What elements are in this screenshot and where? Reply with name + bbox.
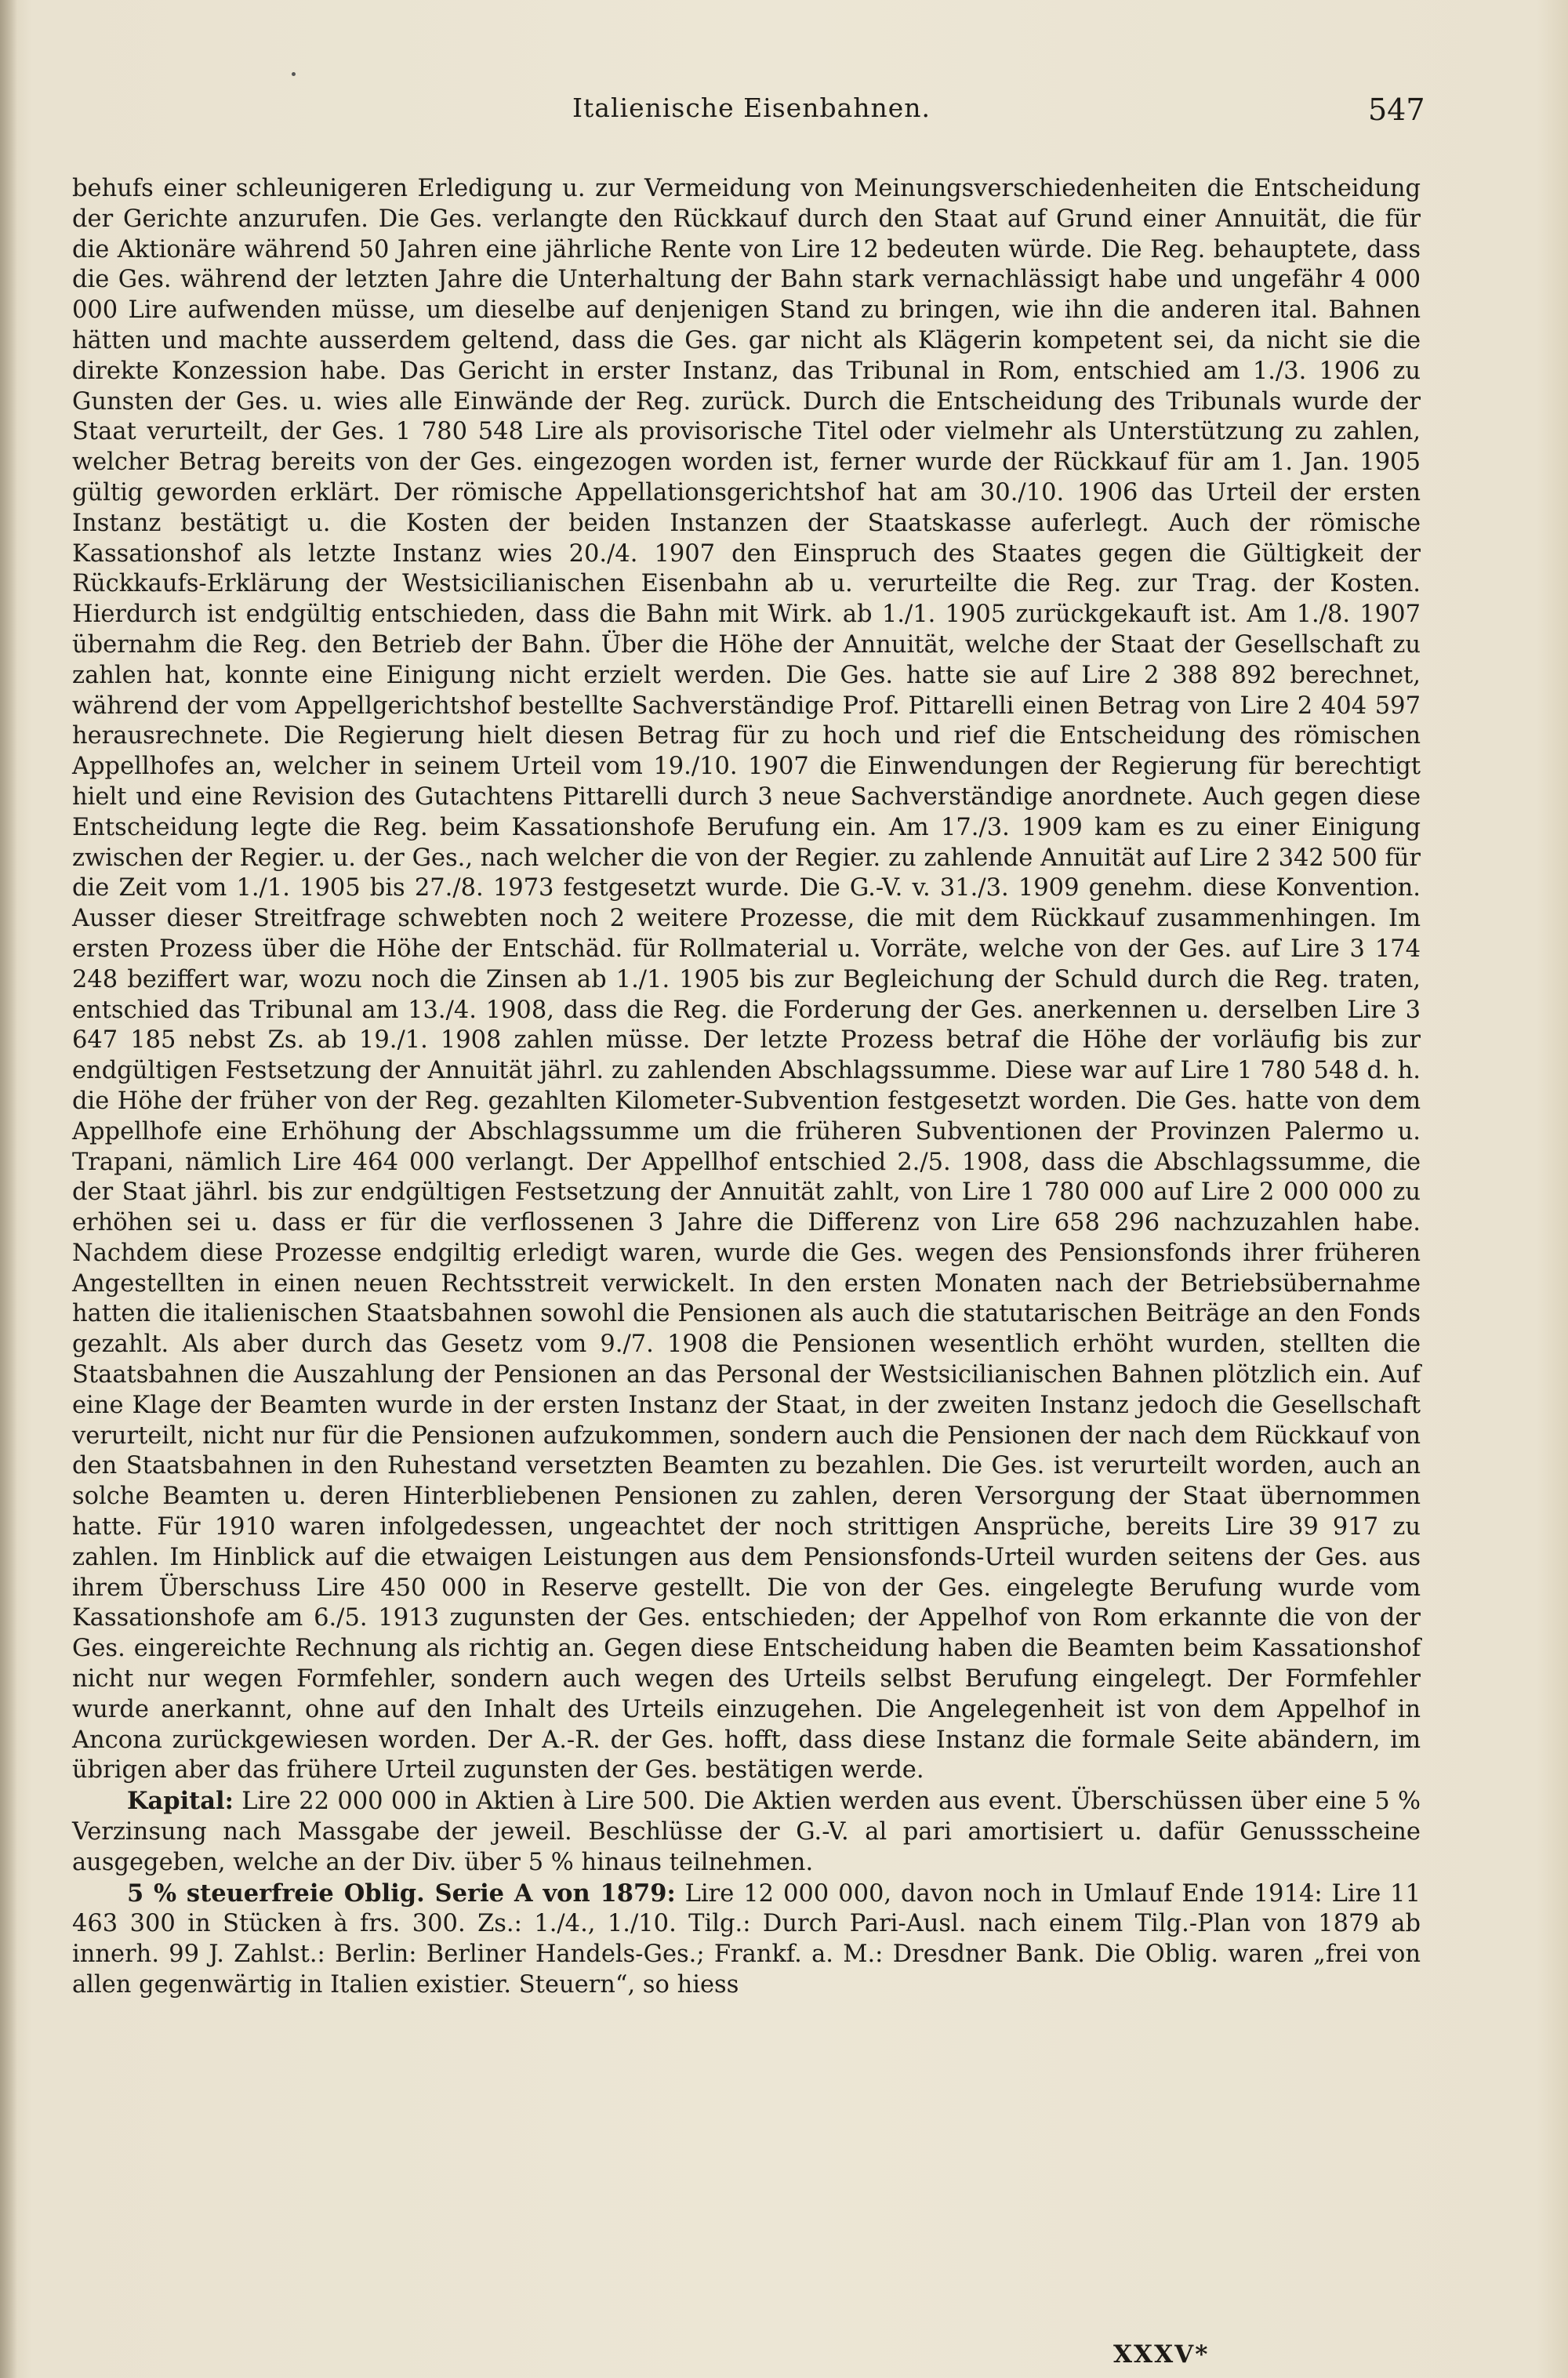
running-head [0,93,1568,132]
paragraph-obligationen [72,1879,1421,2001]
kapital-text: Lire 22 000 000 in Aktien à Lire 500. Die Aktien werden aus event. Überschüssen über eine 5 % Verzinsung nach Massgabe der jeweil. Beschlüsse der G.-V. al pari amortisiert u. dafür Genussscheine ausgegeben, welche an der Div. über 5 % hinaus teilnehmen. [72,1788,1421,1876]
oblig-text: Lire 12 000 000, davon noch in Umlauf Ende 1914: Lire 11 463 300 in Stücken à frs. 300. Zs.: 1./4., 1./10. Tilg.: Durch Pari-Ausl. nach einem Tilg.-Plan von 1879 ab innerh. 99 J. Zahlst.: Berlin: Berliner Handels-Ges.; Frankf. a. M.: Dresdner Bank. Die Oblig. waren „frei von allen gegenwärtig in Italien existier. Steuern“, so hiess [72,1879,1421,1999]
spine-shadow [0,0,17,2378]
ink-speck [292,72,296,76]
paragraph-litigation: behufs einer schleunigeren Erledigung u. zur Vermeidung von Meinungsverschiedenheiten die Entscheidung der Gerichte anzurufen. Die Ges. verlangte den Rückkauf durch den Staat auf Grund einer Annuität, die für die Aktionäre während 50 Jahren eine jährliche Rente von Lire 12 bedeuten würde. Die Reg. behauptete, dass die Ges. während der letzten Jahre die Unterhaltung der Bahn stark vernachlässigt habe und ungefähr 4 000 000 Lire aufwenden müsse, um dieselbe auf denjenigen Stand zu bringen, wie ihn die anderen ital. Bahnen hätten und machte ausserdem geltend, dass die Ges. gar nicht als Klägerin kompetent sei, da nicht sie die direkte Konzession habe. Das Gericht in erster Instanz, das Tribunal in Rom, entschied am 1./3. 1906 zu Gunsten der Ges. u. wies alle Einwände der Reg. zurück. Durch die Entscheidung des Tribunals wurde der Staat verurteilt, der Ges. 1 780 548 Lire als provisorische Titel oder vielmehr als Unterstützung zu zahlen, welcher Betrag bereits von der Ges. eingezogen worden ist, ferner wurde der Rückkauf für am 1. Jan. 1905 gültig geworden erklärt. Der römische Appellationsgerichtshof hat am 30./10. 1906 das Urteil der ersten Instanz bestätigt u. die Kosten der beiden Instanzen der Staatskasse auferlegt. Auch der römische Kassationshof als letzte Instanz wies 20./4. 1907 den Einspruch des Staates gegen die Gültigkeit der Rückkaufs-Erklärung der Westsicilianischen Eisenbahn ab u. verurteilte die Reg. zur Trag. der Kosten. Hierdurch ist endgültig entschieden, dass die Bahn mit Wirk. ab 1./1. 1905 zurückgekauft ist. Am 1./8. 1907 übernahm die Reg. den Betrieb der Bahn. Über die Höhe der Annuität, welche der Staat der Gesellschaft zu zahlen hat, konnte eine Einigung nicht erzielt werden. Die Ges. hatte sie auf Lire 2 388 892 berechnet, während der vom Appellgerichtshof bestellte Sachverständige Prof. Pittarelli einen Betrag von Lire 2 404 597 herausrechnete. Die Regierung hielt diesen Betrag für zu hoch und rief die Entscheidung des römischen Appellhofes an, welcher in seinem Urteil vom 19./10. 1907 die Einwendungen der Regierung für berechtigt hielt und eine Revision des Gutachtens Pittarelli durch 3 neue Sachverständige anordnete. Auch gegen diese Entscheidung legte die Reg. beim Kassationshofe Berufung ein. Am 17./3. 1909 kam es zu einer Einigung zwischen der Regier. u. der Ges., nach welcher die von der Regier. zu zahlende Annuität auf Lire 2 342 500 für die Zeit vom 1./1. 1905 bis 27./8. 1973 festgesetzt wurde. Die G.-V. v. 31./3. 1909 genehm. diese Konvention. Ausser dieser Streitfrage schwebten noch 2 weitere Prozesse, die mit dem Rückkauf zusammenhingen. Im ersten Prozess über die Höhe der Entschäd. für Rollmaterial u. Vorräte, welche von der Ges. auf Lire 3 174 248 beziffert war, wozu noch die Zinsen ab 1./1. 1905 bis zur Begleichung der Schuld durch die Reg. traten, entschied das Tribunal am 13./4. 1908, dass die Reg. die Forderung der Ges. anerkennen u. derselben Lire 3 647 185 nebst Zs. ab 19./1. 1908 zahlen müsse. Der letzte Prozess betraf die Höhe der vorläufig bis zur endgültigen Festsetzung der Annuität jährl. zu zahlenden Abschlagssumme. Diese war auf Lire 1 780 548 d. h. die Höhe der früher von der Reg. gezahlten Kilometer-Subvention festgesetzt worden. Die Ges. hatte von dem Appellhofe eine Erhöhung der Abschlagssumme um die früheren Subventionen der Provinzen Palermo u. Trapani, nämlich Lire 464 000 verlangt. Der Appellhof entschied 2./5. 1908, dass die Abschlagssumme, die der Staat jährl. bis zur endgültigen Festsetzung der Annuität zahlt, von Lire 1 780 000 auf Lire 2 000 000 zu erhöhen sei u. dass er für die verflossenen 3 Jahre die Differenz von Lire 658 296 nachzuzahlen habe. Nachdem diese Prozesse endgiltig erledigt waren, wurde die Ges. wegen des Pensionsfonds ihrer früheren Angestellten in einen neuen Rechtsstreit verwickelt. In den ersten Monaten nach der Betriebsübernahme hatten die italienischen Staatsbahnen sowohl die Pensionen als auch die statutarischen Beiträge an den Fonds gezahlt. Als aber durch das Gesetz vom 9./7. 1908 die Pensionen wesentlich erhöht wurden, stellten die Staatsbahnen die Auszahlung der Pensionen an das Personal der Westsicilianischen Bahnen plötzlich ein. Auf eine Klage der Beamten wurde in der ersten Instanz der Staat, in der zweiten Instanz jedoch die Gesellschaft verurteilt, nicht nur für die Pensionen aufzukommen, sondern auch die Pensionen der nach dem Rückkauf von den Staatsbahnen in den Ruhestand versetzten Beamten zu bezahlen. Die Ges. ist verurteilt worden, auch an solche Beamten u. deren Hinterbliebenen Pensionen zu zahlen, deren Versorgung der Staat übernommen hatte. Für 1910 waren infolgedessen, ungeachtet der noch strittigen Ansprüche, bereits Lire 39 917 zu zahlen. Im Hinblick auf die etwaigen Leistungen aus dem Pensionsfonds-Urteil wurden seitens der Ges. aus ihrem Überschuss Lire 450 000 in Reserve gestellt. Die von der Ges. eingelegte Berufung wurde vom Kassationshofe am 6./5. 1913 zugunsten der Ges. entschieden; der Appelhof von Rom erkannte die von der Ges. eingereichte Rechnung als richtig an. Gegen diese Entscheidung haben die Beamten beim Kassationshof nicht nur wegen Formfehler, sondern auch wegen des Urteils selbst Berufung eingelegt. Der Formfehler wurde anerkannt, ohne auf den Inhalt des Urteils einzugehen. Die Angelegenheit ist von dem Appelhof in Ancona zurückgewiesen worden. Der A.-R. der Ges. hofft, dass diese Instanz die formale Seite abändern, im übrigen aber das frühere Urteil zugunsten der Ges. bestätigen werde. [72,175,1421,1784]
body-text [72,174,1421,2001]
oblig-label: 5 % steuerfreie Oblig. Serie A von 1879: [127,1879,676,1908]
page-number: 547 [1368,93,1425,127]
kapital-label: Kapital: [127,1787,234,1816]
signature-mark: XXXV* [1113,2340,1210,2369]
running-title: Italienische Eisenbahnen. [572,93,931,123]
paragraph-kapital [72,1786,1421,1878]
